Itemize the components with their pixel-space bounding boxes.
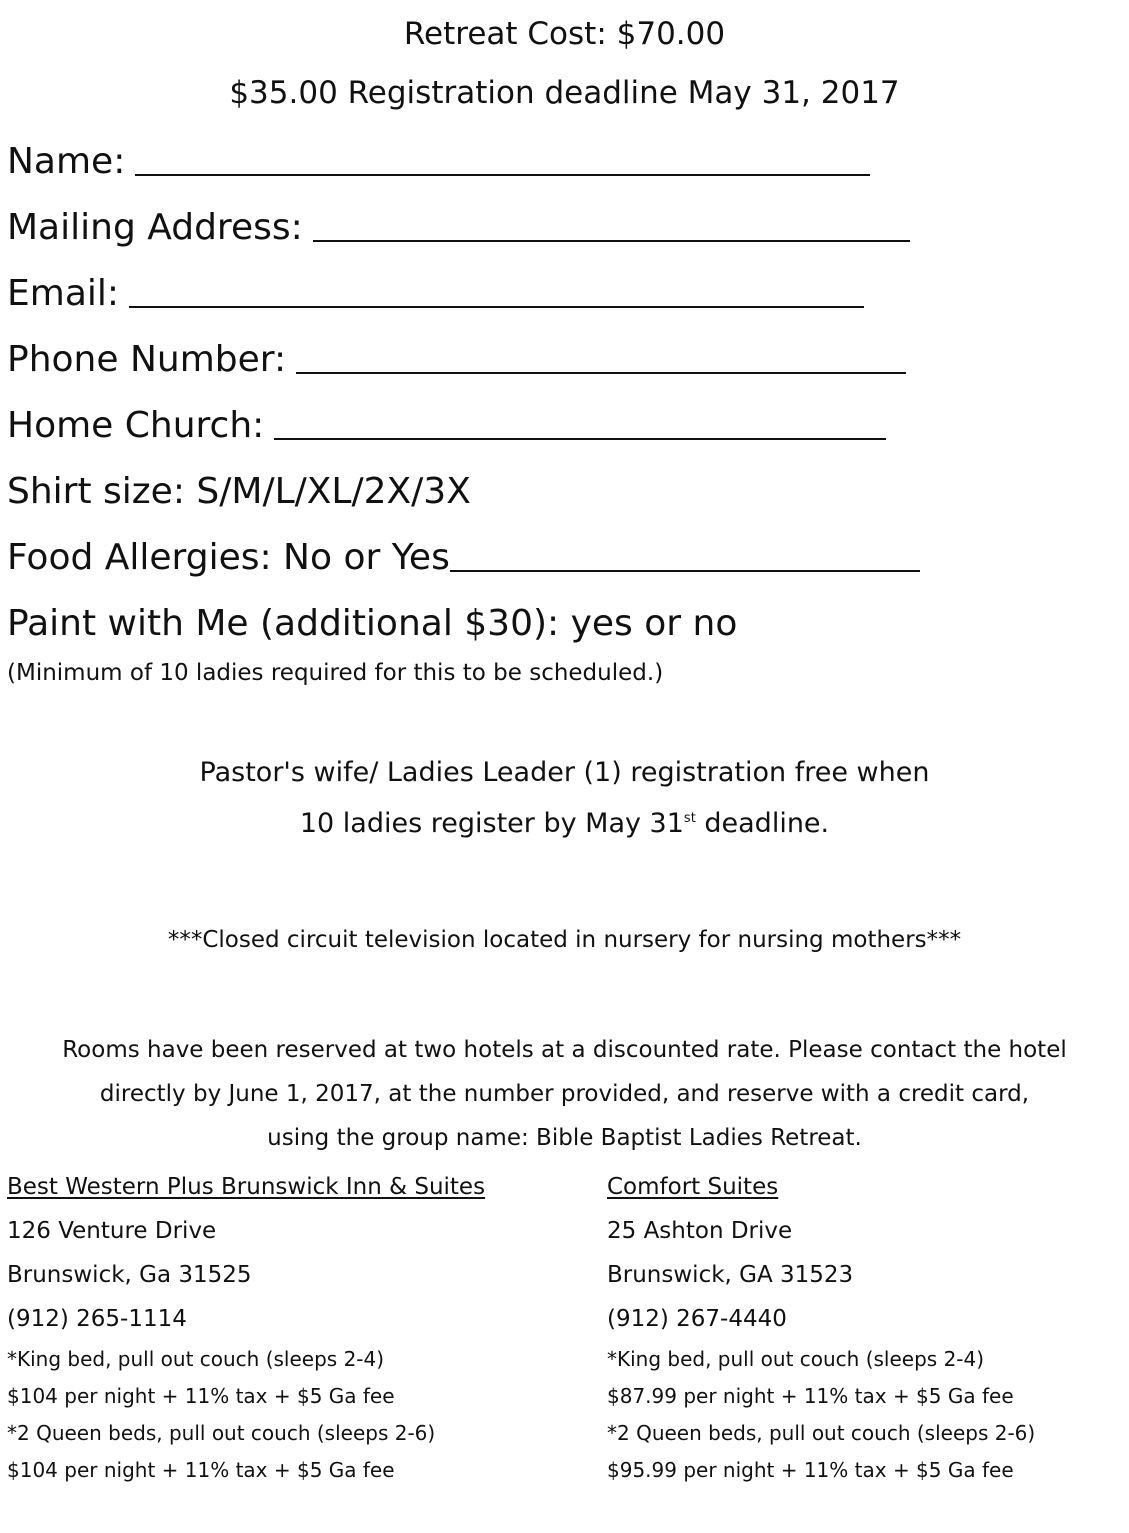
- hotel-city: Brunswick, Ga 31525: [7, 1262, 252, 1288]
- paint-with-me-field: [7, 596, 737, 644]
- leader-notice-ordinal: st: [683, 811, 696, 826]
- hotel-phone: (912) 265-1114: [7, 1306, 187, 1332]
- rooms-info-line3: using the group name: Bible Baptist Ladies Retreat.: [267, 1125, 862, 1151]
- hotel-room-queen: *2 Queen beds, pull out couch (sleeps 2-6): [607, 1421, 1036, 1445]
- hotel-best-western: [7, 1165, 485, 1489]
- retreat-cost: Retreat Cost: $70.00: [403, 16, 726, 52]
- hotel-phone: (912) 267-4440: [607, 1306, 787, 1332]
- rooms-info-line2: directly by June 1, 2017, at the number provided, and reserve with a credit card,: [99, 1081, 1030, 1107]
- hotel-room-king: *King bed, pull out couch (sleeps 2-4): [607, 1347, 985, 1371]
- leader-notice-line2: [0, 808, 1129, 839]
- leader-notice-line1: Pastor's wife/ Ladies Leader (1) registration free when: [199, 757, 930, 788]
- rooms-info-line1: Rooms have been reserved at two hotels at a discounted rate. Please contact the hotel: [62, 1037, 1067, 1063]
- paint-with-me-option: Paint with Me (additional $30): yes or no: [7, 603, 738, 644]
- leader-notice-line2-end: deadline.: [695, 808, 830, 839]
- registration-deadline: $35.00 Registration deadline May 31, 2017: [229, 75, 900, 111]
- hotel-rate-queen: $104 per night + 11% tax + $5 Ga fee: [7, 1458, 395, 1482]
- mailing-address-label: Mailing Address:: [7, 207, 303, 248]
- name-blank-line[interactable]: [135, 142, 870, 176]
- hotel-name: Comfort Suites: [607, 1174, 779, 1200]
- email-label: Email:: [7, 273, 120, 314]
- food-allergies-label: Food Allergies: No or Yes: [7, 537, 450, 578]
- hotel-rate-king: $104 per night + 11% tax + $5 Ga fee: [7, 1384, 395, 1408]
- food-allergies-field[interactable]: [7, 530, 920, 578]
- name-field[interactable]: [7, 134, 870, 182]
- hotel-rate-king: $87.99 per night + 11% tax + $5 Ga fee: [607, 1384, 1014, 1408]
- mailing-address-blank-line[interactable]: [313, 208, 910, 242]
- food-allergies-blank-line[interactable]: [450, 538, 920, 572]
- mailing-address-field[interactable]: [7, 200, 910, 248]
- hotel-street: 25 Ashton Drive: [607, 1218, 793, 1244]
- nursery-notice: ***Closed circuit television located in nursery for nursing mothers***: [167, 927, 962, 953]
- leader-notice-line2-text: 10 ladies register by May 31: [299, 808, 684, 839]
- email-blank-line[interactable]: [129, 274, 864, 308]
- hotel-comfort-suites: [607, 1165, 1035, 1489]
- hotel-rate-queen: $95.99 per night + 11% tax + $5 Ga fee: [607, 1458, 1014, 1482]
- phone-number-blank-line[interactable]: [296, 340, 906, 374]
- phone-number-label: Phone Number:: [7, 339, 287, 380]
- shirt-size-field: [7, 464, 471, 512]
- hotel-room-queen: *2 Queen beds, pull out couch (sleeps 2-6): [7, 1421, 436, 1445]
- shirt-size-options: Shirt size: S/M/L/XL/2X/3X: [7, 471, 471, 512]
- paint-minimum-note: (Minimum of 10 ladies required for this to be scheduled.): [7, 660, 664, 686]
- hotel-street: 126 Venture Drive: [7, 1218, 217, 1244]
- hotel-room-king: *King bed, pull out couch (sleeps 2-4): [7, 1347, 385, 1371]
- hotel-city: Brunswick, GA 31523: [607, 1262, 854, 1288]
- phone-number-field[interactable]: [7, 332, 906, 380]
- home-church-label: Home Church:: [7, 405, 265, 446]
- home-church-field[interactable]: [7, 398, 886, 446]
- email-field[interactable]: [7, 266, 864, 314]
- home-church-blank-line[interactable]: [274, 406, 886, 440]
- hotel-name: Best Western Plus Brunswick Inn & Suites: [7, 1174, 486, 1200]
- name-label: Name:: [7, 141, 126, 182]
